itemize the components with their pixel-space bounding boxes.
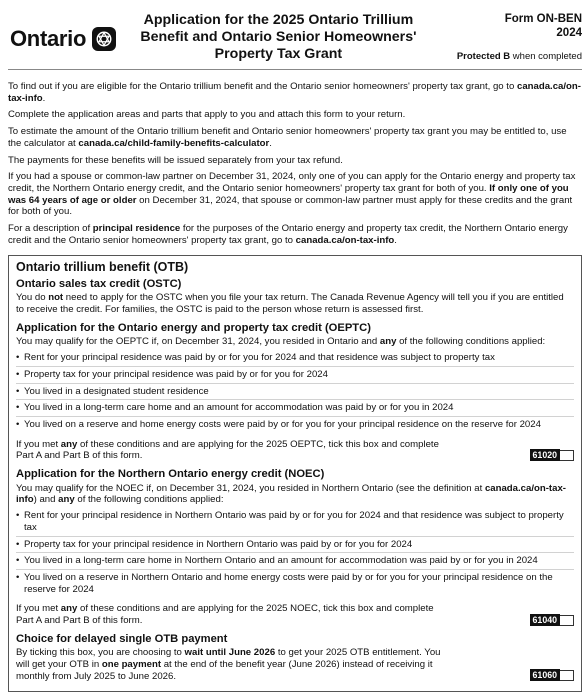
- noec-checkbox[interactable]: [560, 615, 574, 626]
- noec-intro: You may qualify for the NOEC if, on December 31, 2024, you resided in Northern Ontario (see the definition at canada.ca/on-tax-info) and any of the following conditions applied:: [16, 482, 566, 506]
- ostc-title: Ontario sales tax credit (OSTC): [16, 277, 182, 290]
- form-id-block: [433, 12, 582, 62]
- list-item: • You lived on a reserve in Northern Ontario and home energy costs were paid by or for you for your principal residence on the reserve for 2024: [16, 570, 574, 597]
- intro-spouse: If you had a spouse or common-law partner on December 31, 2024, only one of you can apply for the Ontario energy and property tax credit, the Northern Ontario energy credit, and the Ontario senior homeowners' property tax grant for both of you. If only one of you was 64 years of age or older on December 31, 2024, that spouse or common-law partner must apply for these credits and the grant for both of you.: [8, 171, 576, 218]
- oeptc-tick-row: [16, 439, 574, 462]
- link-on-tax-info-2[interactable]: canada.ca/on-tax-info: [295, 234, 395, 246]
- ostc-text: You do not need to apply for the OSTC when you file your tax return. The Canada Revenue Agency will tell you if you are entitled to receive the credit. For families, the OSTC is paid to the person whose return is assessed first.: [16, 292, 564, 316]
- ontario-logo: [10, 26, 116, 53]
- intro-complete: Complete the application areas and parts that apply to you and attach this form to your return.: [8, 109, 406, 121]
- form-header: [8, 0, 582, 70]
- form-title: Application for the 2025 Ontario Trillium Benefit and Ontario Senior Homeowners' Property Tax Grant: [140, 12, 417, 62]
- delayed-tick-row: [16, 647, 574, 682]
- intro-section: [8, 81, 582, 246]
- oeptc-tick-text: If you met any of these conditions and are applying for the 2025 OEPTC, tick this box and complete Part A and Part B of this form.: [16, 438, 439, 462]
- list-item: • Property tax for your principal residence in Northern Ontario was paid by or for you for 2024: [16, 537, 574, 554]
- oeptc-conditions: [16, 350, 574, 433]
- list-item: • Rent for your principal residence in Northern Ontario was paid by or for you for 2024 and that residence was subject to property tax: [16, 508, 574, 536]
- link-on-tax-info-3[interactable]: canada.ca/on-tax-info: [16, 482, 566, 506]
- line-code-61020: 61020: [530, 449, 560, 461]
- list-item: • Property tax for your principal residence was paid by or for you for 2024: [16, 367, 574, 384]
- intro-calculator: To estimate the amount of the Ontario trillium benefit and Ontario senior homeowners' property tax grant you may be entitled to, use the calculator at canada.ca/child-family-benefits-calculator.: [8, 126, 567, 149]
- protected-notice: Protected B when completed: [456, 50, 582, 62]
- otb-section: [8, 255, 582, 692]
- list-item: • You lived on a reserve and home energy costs were paid by or for you for your principal residence on the reserve for 2024: [16, 417, 574, 433]
- list-item: • Rent for your principal residence was paid by or for you for 2024 and that residence was subject to property tax: [16, 350, 574, 367]
- line-code-61040: 61040: [530, 614, 560, 626]
- oeptc-checkbox[interactable]: [560, 450, 574, 461]
- link-calculator[interactable]: canada.ca/child-family-benefits-calculator: [78, 137, 270, 149]
- list-item: • You lived in a long-term care home and an amount for accommodation was paid by or for you in 2024: [16, 400, 574, 417]
- list-item: • You lived in a designated student residence: [16, 384, 574, 401]
- intro-eligibility: To find out if you are eligible for the Ontario trillium benefit and the Ontario senior homeowners' property tax grant, go to canada.ca/on-tax-info.: [8, 81, 581, 104]
- noec-tick-row: [16, 603, 574, 626]
- delayed-title: Choice for delayed single OTB payment: [16, 632, 228, 645]
- delayed-checkbox[interactable]: [560, 670, 574, 681]
- trillium-icon: [92, 27, 116, 51]
- logo-wordmark: Ontario: [10, 26, 87, 51]
- form-number: Form ON-BEN: [504, 13, 582, 25]
- line-code-61060: 61060: [530, 669, 560, 681]
- link-on-tax-info[interactable]: canada.ca/on-tax-info: [8, 81, 581, 104]
- form-year: 2024: [556, 27, 582, 40]
- oeptc-title: Application for the Ontario energy and property tax credit (OEPTC): [16, 321, 371, 334]
- noec-title: Application for the Northern Ontario energy credit (NOEC): [16, 468, 325, 481]
- intro-payments: The payments for these benefits will be issued separately from your tax refund.: [8, 154, 343, 166]
- noec-conditions: [16, 508, 574, 597]
- list-item: • You lived in a long-term care home in Northern Ontario and an amount for accommodation was paid by or for you in 2024: [16, 553, 574, 570]
- otb-title: Ontario trillium benefit (OTB): [16, 260, 189, 275]
- oeptc-intro: You may qualify for the OEPTC if, on December 31, 2024, you resided in Ontario and any of the following conditions applied:: [16, 336, 546, 348]
- intro-principal-residence: For a description of principal residence for the purposes of the Ontario energy and property tax credit, the Northern Ontario energy credit and the Ontario senior homeowners' property tax grant, go to canada.ca/on-tax-info.: [8, 223, 568, 246]
- delayed-text: By ticking this box, you are choosing to wait until June 2026 to get your 2025 OTB entitlement. You will get your OTB in one payment at the end of the benefit year (June 2026) instead of receiving it monthly from July 2025 to June 2026.: [16, 647, 441, 682]
- noec-tick-text: If you met any of these conditions and are applying for the 2025 NOEC, tick this box and complete Part A and Part B of this form.: [16, 603, 434, 627]
